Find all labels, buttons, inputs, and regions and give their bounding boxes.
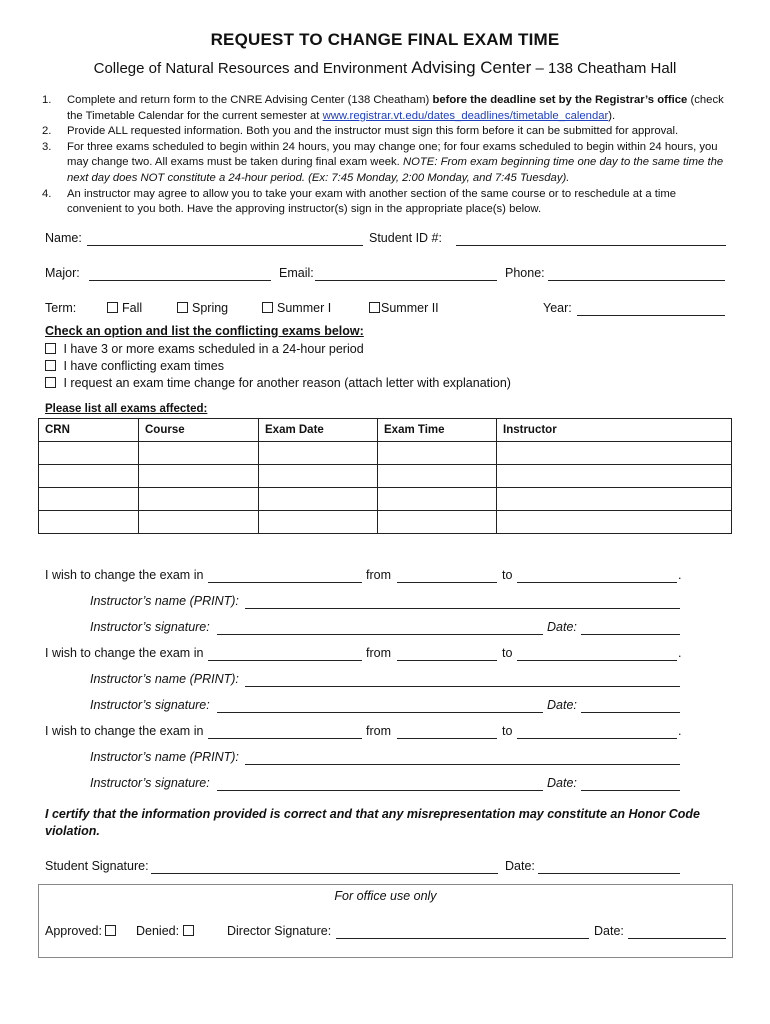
- checkbox-icon[interactable]: [45, 377, 56, 388]
- instructor-signature-field[interactable]: [217, 698, 543, 713]
- to-label: to: [502, 646, 513, 660]
- option-label: I have 3 or more exams scheduled in a 24-hour period: [63, 342, 364, 356]
- table-cell[interactable]: [259, 465, 378, 488]
- course-field[interactable]: [208, 568, 362, 583]
- option-label: I have conflicting exam times: [63, 359, 224, 373]
- office-date-field[interactable]: [628, 924, 726, 939]
- term-label: Term:: [45, 301, 77, 315]
- column-header: Exam Time: [378, 419, 497, 442]
- from-field[interactable]: [397, 568, 497, 583]
- approved-label: Approved:: [45, 924, 102, 938]
- option-item[interactable]: [45, 376, 511, 390]
- change-request-row: [45, 646, 735, 664]
- table-cell[interactable]: [497, 511, 732, 534]
- date-field[interactable]: [581, 776, 680, 791]
- name-row: [45, 231, 730, 249]
- instruction-deadline: before the deadline set by the Registrar’s office: [432, 94, 688, 106]
- certification-statement: I certify that the information provided is correct and that any misrepresentation may constitute an Honor Code violation.: [45, 807, 700, 838]
- instructor-signature-label: Instructor’s signature:: [90, 698, 210, 712]
- instructor-name-label: Instructor’s name (PRINT):: [90, 750, 239, 764]
- checkbox-icon[interactable]: [45, 360, 56, 371]
- to-label: to: [502, 568, 513, 582]
- instructor-signature-row: [90, 620, 690, 638]
- instructor-signature-field[interactable]: [217, 620, 543, 635]
- instructor-name-label: Instructor’s name (PRINT):: [90, 594, 239, 608]
- instruction-text: Complete and return form to the CNRE Advising Center (138 Cheatham): [67, 94, 433, 106]
- instructor-name-row: [90, 672, 690, 690]
- approved-option[interactable]: [45, 924, 120, 938]
- term-summer2-option[interactable]: [369, 301, 439, 315]
- instruction-text-end: ).: [608, 109, 616, 122]
- instructor-signature-label: Instructor’s signature:: [90, 620, 210, 634]
- instruction-number: 1.: [42, 94, 52, 106]
- year-label: Year:: [543, 301, 572, 315]
- student-id-field[interactable]: [456, 231, 726, 246]
- table-row: [39, 511, 732, 534]
- change-request-row: [45, 568, 735, 586]
- date-label: Date:: [547, 698, 577, 712]
- term-summer1-option[interactable]: [262, 301, 331, 315]
- student-signature-field[interactable]: [151, 859, 498, 874]
- table-cell[interactable]: [378, 465, 497, 488]
- instruction-text: An instructor may agree to allow you to take your exam with another section of the same course or to reschedule at a time convenient to you both. Have the approving instructor(s) sign in the appropriate place(s) below.: [67, 187, 677, 216]
- table-cell[interactable]: [378, 488, 497, 511]
- form-title: REQUEST TO CHANGE FINAL EXAM TIME: [210, 30, 560, 49]
- to-field[interactable]: [517, 646, 677, 661]
- option-item[interactable]: [45, 359, 224, 373]
- date-field[interactable]: [581, 698, 680, 713]
- table-cell[interactable]: [39, 442, 139, 465]
- date-field[interactable]: [581, 620, 680, 635]
- course-field[interactable]: [208, 646, 362, 661]
- to-label: to: [502, 724, 513, 738]
- registrar-link[interactable]: www.registrar.vt.edu/dates_deadlines/timetable_calendar: [322, 109, 609, 122]
- instruction-note: NOTE: From exam beginning time one day to the same time the next day does NOT constitute a 24-hour period. (Ex: 7:45 Monday, 2:00 Monday, and 7:45 Tuesday).: [67, 156, 724, 184]
- table-header-row: [39, 419, 732, 442]
- table-cell[interactable]: [139, 488, 259, 511]
- period: .: [678, 568, 682, 582]
- instructor-name-row: [90, 750, 690, 768]
- director-signature-field[interactable]: [336, 924, 589, 939]
- options-heading: Check an option and list the conflicting exams below:: [45, 324, 364, 338]
- instruction-number: 4.: [42, 187, 52, 200]
- table-cell[interactable]: [39, 488, 139, 511]
- table-cell[interactable]: [39, 511, 139, 534]
- checkbox-icon[interactable]: [183, 925, 194, 936]
- instructor-signature-label: Instructor’s signature:: [90, 776, 210, 790]
- contact-row: [45, 266, 730, 284]
- subtitle-advising: Advising Center: [411, 58, 532, 77]
- instructor-name-label: Instructor’s name (PRINT):: [90, 672, 239, 686]
- denied-option[interactable]: [136, 924, 198, 938]
- checkbox-icon[interactable]: [105, 925, 116, 936]
- office-use-box: [38, 884, 733, 958]
- table-cell[interactable]: [139, 442, 259, 465]
- course-field[interactable]: [208, 724, 362, 739]
- from-field[interactable]: [397, 724, 497, 739]
- table-row: [39, 488, 732, 511]
- instructions-list: [42, 93, 732, 218]
- student-signature-row: [45, 859, 730, 877]
- office-date-label: Date:: [594, 924, 624, 938]
- name-field[interactable]: [87, 231, 363, 246]
- term-fall-option[interactable]: [107, 301, 142, 315]
- instructor-signature-field[interactable]: [217, 776, 543, 791]
- table-cell[interactable]: [378, 442, 497, 465]
- email-field[interactable]: [315, 266, 497, 281]
- from-label: from: [366, 724, 391, 738]
- office-use-title: For office use only: [334, 889, 437, 903]
- instruction-item: [42, 140, 732, 187]
- table-cell[interactable]: [139, 511, 259, 534]
- instruction-item: [42, 124, 732, 140]
- table-cell[interactable]: [497, 488, 732, 511]
- table-cell[interactable]: [497, 442, 732, 465]
- exams-heading: Please list all exams affected:: [45, 403, 208, 415]
- column-header: Exam Date: [259, 419, 378, 442]
- instruction-text-cont: (check the Timetable Calendar for the current semester at: [67, 94, 724, 122]
- change-label: I wish to change the exam in: [45, 568, 204, 582]
- instruction-number: 2.: [42, 125, 52, 138]
- column-header: CRN: [39, 419, 139, 442]
- instructor-name-field[interactable]: [245, 672, 680, 687]
- to-field[interactable]: [517, 568, 677, 583]
- table-cell[interactable]: [259, 442, 378, 465]
- instructor-name-field[interactable]: [245, 750, 680, 765]
- instruction-text: For three exams scheduled to begin within 24 hours, you may change one; for four exams scheduled to begin within 24 hours, you may change two. All exams must be taken during final exam week.: [67, 140, 718, 169]
- term-summer1-label: Summer I: [277, 301, 332, 315]
- instruction-item: [42, 187, 732, 218]
- date-label: Date:: [547, 776, 577, 790]
- instruction-text: Provide ALL requested information. Both you and the instructor must sign this form before it can be submitted for approval.: [67, 125, 679, 138]
- office-approval-row: [45, 924, 725, 942]
- from-field[interactable]: [397, 646, 497, 661]
- instruction-item: [42, 93, 732, 124]
- column-header: Instructor: [497, 419, 732, 442]
- name-label: Name:: [45, 231, 82, 245]
- term-row: [45, 301, 730, 319]
- phone-field[interactable]: [548, 266, 725, 281]
- term-fall-label: Fall: [122, 301, 143, 315]
- term-summer2-label: Summer II: [381, 301, 439, 315]
- instructor-name-field[interactable]: [245, 594, 680, 609]
- subtitle-college: College of Natural Resources and Environment: [93, 60, 412, 77]
- subtitle-location: – 138 Cheatham Hall: [531, 60, 677, 77]
- table-row: [39, 442, 732, 465]
- change-label: I wish to change the exam in: [45, 646, 204, 660]
- change-label: I wish to change the exam in: [45, 724, 204, 738]
- period: .: [678, 724, 682, 738]
- instructor-name-row: [90, 594, 690, 612]
- term-spring-option[interactable]: [177, 301, 228, 315]
- instructor-signature-row: [90, 698, 690, 716]
- change-request-row: [45, 724, 735, 742]
- email-label: Email:: [279, 266, 314, 280]
- director-signature-label: Director Signature:: [227, 924, 332, 938]
- term-spring-label: Spring: [192, 301, 229, 315]
- major-label: Major:: [45, 266, 80, 280]
- checkbox-icon[interactable]: [107, 302, 118, 313]
- student-signature-label: Student Signature:: [45, 859, 149, 873]
- from-label: from: [366, 568, 391, 582]
- student-date-field[interactable]: [538, 859, 680, 874]
- student-id-label: Student ID #:: [369, 231, 442, 245]
- table-cell[interactable]: [378, 511, 497, 534]
- denied-label: Denied:: [136, 924, 180, 938]
- option-label: I request an exam time change for another reason (attach letter with explanation): [63, 376, 511, 390]
- table-cell[interactable]: [39, 465, 139, 488]
- instructor-signature-row: [90, 776, 690, 794]
- checkbox-icon[interactable]: [177, 302, 188, 313]
- table-cell[interactable]: [259, 488, 378, 511]
- checkbox-icon[interactable]: [262, 302, 273, 313]
- year-field[interactable]: [577, 301, 725, 316]
- checkbox-icon[interactable]: [45, 343, 56, 354]
- from-label: from: [366, 646, 391, 660]
- checkbox-icon[interactable]: [369, 302, 380, 313]
- major-field[interactable]: [89, 266, 271, 281]
- table-cell[interactable]: [259, 511, 378, 534]
- period: .: [678, 646, 682, 660]
- table-cell[interactable]: [497, 465, 732, 488]
- exams-table: [38, 418, 732, 534]
- to-field[interactable]: [517, 724, 677, 739]
- instruction-number: 3.: [42, 140, 52, 153]
- date-label: Date:: [547, 620, 577, 634]
- table-row: [39, 465, 732, 488]
- form-subtitle: [0, 58, 770, 78]
- table-cell[interactable]: [139, 465, 259, 488]
- option-item[interactable]: [45, 342, 364, 356]
- column-header: Course: [139, 419, 259, 442]
- phone-label: Phone:: [505, 266, 545, 280]
- student-date-label: Date:: [505, 859, 535, 873]
